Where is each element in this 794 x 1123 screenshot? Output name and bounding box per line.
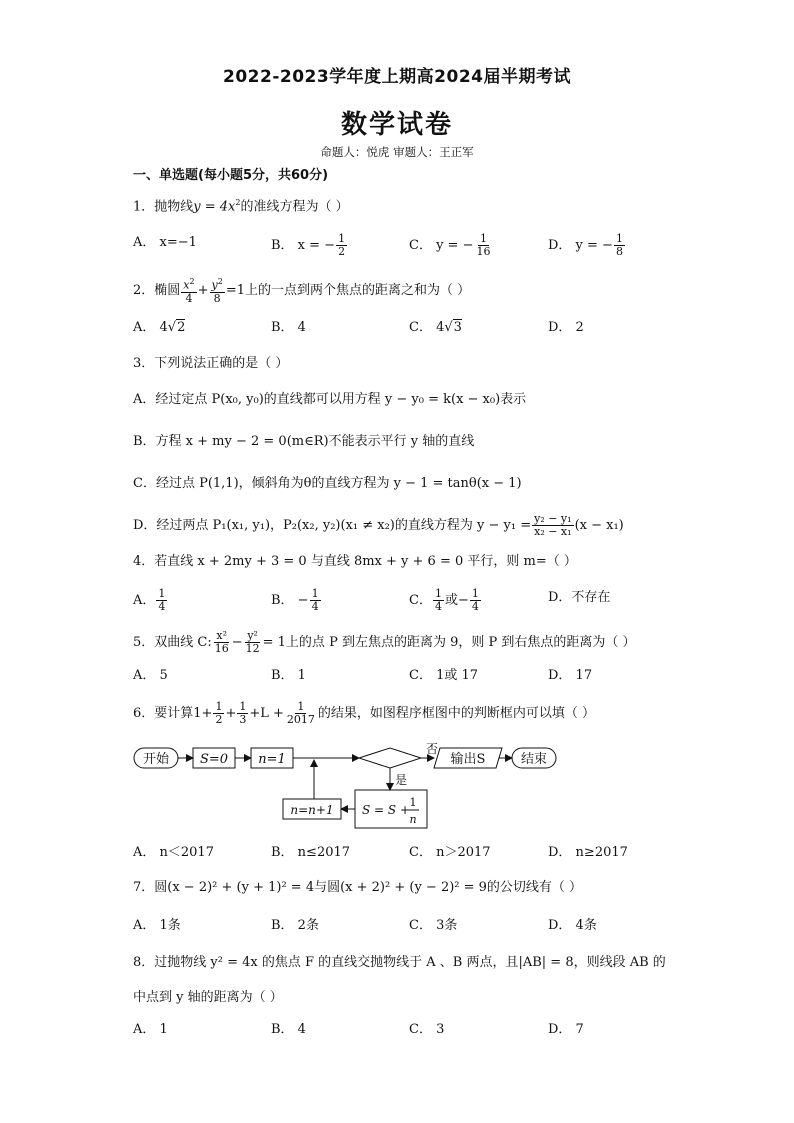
q6-option-c: C． n＞2017 xyxy=(409,845,491,860)
q2-option-c: C． 4√3 xyxy=(409,320,462,335)
flow-yes-label: 是 xyxy=(395,773,408,787)
q5-option-d: D． 17 xyxy=(548,668,593,683)
q1-option-c: C． y = − $\frac{1}{16}$ xyxy=(409,232,491,258)
q5-option-c: C． 1或 17 xyxy=(409,668,479,683)
q7-option-c: C． 3条 xyxy=(409,918,458,933)
q6-option-b: B． n≤2017 xyxy=(271,845,351,860)
flow-s0-label: S=0 xyxy=(199,752,229,767)
q2-option-b: B． 4 xyxy=(271,320,306,335)
q6-option-a: A． n＜2017 xyxy=(133,845,214,860)
q2-option-a: A． 4√2 xyxy=(133,320,186,335)
flow-decision xyxy=(359,748,421,768)
q8-option-d: D． 7 xyxy=(548,1022,584,1037)
exam-title: 2022-2023学年度上期高2024届半期考试 xyxy=(223,67,571,87)
q8-option-a: A． 1 xyxy=(133,1022,168,1037)
question-8-line2: 中点到 y 轴的距离为（ ） xyxy=(133,990,283,1005)
flow-end-label: 结束 xyxy=(520,752,548,767)
q8-option-b: B． 4 xyxy=(271,1022,306,1037)
question-5: 5．双曲线 C: $\frac{\text{x²}}{16}$ − $\frac{\text{y²}}{12}$ = 1上的点 P 到左焦点的距离为 9，则 P 到右焦点的距离为（ ） xyxy=(133,629,636,655)
q5-option-b: B． 1 xyxy=(271,668,306,683)
q3-option-b: B．方程 x + my − 2 = 0(m∈R)不能表示平行 y 轴的直线 xyxy=(133,434,475,449)
flow-inc-label: n=n+1 xyxy=(290,803,334,817)
q4-options xyxy=(133,587,693,613)
q1-option-d: D． y = − $\frac{1}{8}$ xyxy=(548,232,623,258)
flow-update-den: n xyxy=(409,813,417,826)
question-6: 6．要计算1+ $\frac{1}{2}$ + $\frac{1}{3}$ +L + $\frac{1}{2017}$ 的结果，如图程序框图中的判断框内可以填（ ） xyxy=(133,700,596,726)
flow-start-label: 开始 xyxy=(142,752,170,767)
q3-option-d: D．经过两点 P₁(x₁, y₁)，P₂(x₂, y₂)(x₁ ≠ x₂)的直线方程为 y − y₁ = $\frac{\text{y₂ − y₁}}{\text{x₂ − x₁}}$ (x − x₁) xyxy=(133,512,624,538)
q1-equation: y = 4x xyxy=(193,199,236,215)
flow-output-label: 输出S xyxy=(450,752,486,767)
question-1: 1．抛物线$y = 4x^2$的准线方程为（ ） xyxy=(133,198,349,215)
section-heading: 一、单选题(每小题5分，共60分) xyxy=(133,168,329,183)
q7-option-d: D． 4条 xyxy=(548,918,597,933)
q4-option-c: C． $\frac{1}{4}$ 或− $\frac{1}{4}$ xyxy=(409,587,479,613)
question-2: 2．椭圆 $\frac{x^2}{4}$ + $\frac{y^2}{8}$ =1上的一点到两个焦点的距离之和为（ ） xyxy=(133,277,471,305)
flowchart xyxy=(130,740,600,835)
question-3: 3．下列说法正确的是（ ） xyxy=(133,356,289,371)
q5-options xyxy=(133,666,693,686)
q1-prefix: 1．抛物线 xyxy=(133,199,194,215)
question-8-line1: 8．过抛物线 y² = 4x 的焦点 F 的直线交抛物线于 A 、B 两点，且|AB| = 8，则线段 AB 的 xyxy=(133,955,666,970)
q1-option-a: A． x=−1 xyxy=(133,235,197,250)
flow-update-num: 1 xyxy=(409,796,417,809)
question-7: 7．圆(x − 2)² + (y + 1)² = 4与圆(x + 2)² + (y − 2)² = 9的公切线有（ ） xyxy=(133,880,583,895)
q8-option-c: C． 3 xyxy=(409,1022,445,1037)
q4-option-a: A． $\frac{1}{4}$ xyxy=(133,587,166,613)
q7-option-b: B． 2条 xyxy=(271,918,319,933)
q1-suffix: 的准线方程为（ ） xyxy=(240,199,349,215)
q3-option-a: A．经过定点 P(x₀, y₀)的直线都可以用方程 y − y₀ = k(x − x₀)表示 xyxy=(133,392,527,407)
q1-option-b: B． x = − $\frac{1}{2}$ xyxy=(271,232,346,258)
q6-options xyxy=(133,843,693,863)
flow-n1-label: n=1 xyxy=(258,752,286,767)
q1-options xyxy=(133,232,693,258)
subject-title: 数学试卷 xyxy=(340,110,453,140)
q7-options xyxy=(133,916,693,936)
flow-no-label: 否 xyxy=(426,742,439,756)
q7-option-a: A． 1条 xyxy=(133,918,181,933)
q3-option-c: C．经过点 P(1,1)，倾斜角为θ的直线方程为 y − 1 = tanθ(x − 1) xyxy=(133,476,522,491)
q2-option-d: D． 2 xyxy=(548,320,584,335)
question-4: 4．若直线 x + 2my + 3 = 0 与直线 8mx + y + 6 = 0 平行，则 m=（ ） xyxy=(133,554,577,569)
flow-update-label: S = S + xyxy=(362,803,410,817)
q4-option-d: D．不存在 xyxy=(548,590,611,605)
q5-option-a: A． 5 xyxy=(133,668,168,683)
q8-options xyxy=(133,1020,693,1040)
q2-options xyxy=(133,318,693,338)
q6-option-d: D． n≥2017 xyxy=(548,845,628,860)
authors-line: 命题人：悦虎 审题人：王正军 xyxy=(320,145,474,159)
q4-option-b: B． − $\frac{1}{4}$ xyxy=(271,587,319,613)
